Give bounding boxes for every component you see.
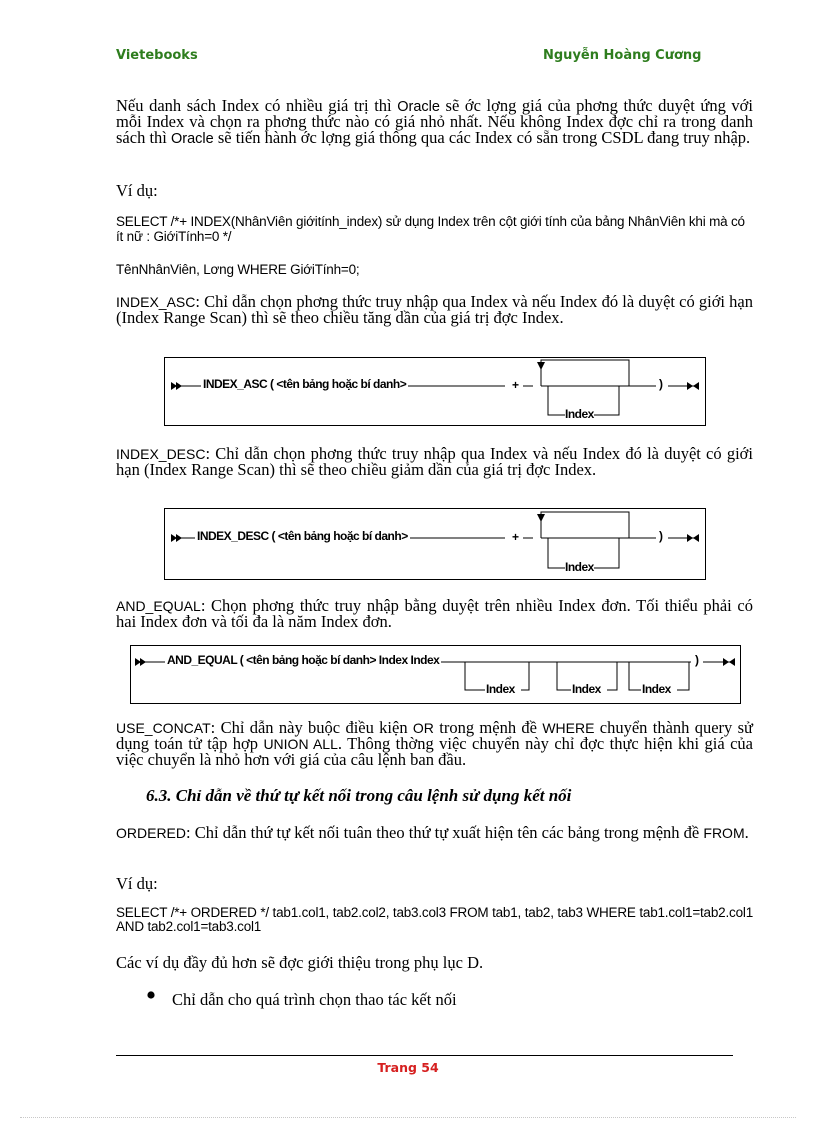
- bullet-icon: [146, 990, 156, 1000]
- code-example-ordered: SELECT /*+ ORDERED */ tab1.col1, tab2.col2, tab3.col3 FROM tab1, tab2, tab3 WHERE tab1.col1=tab2.col1 AND tab2.col1=tab3.col1: [116, 905, 753, 934]
- paragraph-and-equal: [116, 598, 753, 630]
- text: : Chọn phơng thức truy nhập bằng duyệt trên nhiều Index đơn. Tối thiểu phải có hai Index đơn và tối đa là năm Index đơn.: [116, 596, 753, 631]
- diagram-plus: +: [512, 530, 519, 544]
- diagram-index-label: Index: [565, 407, 594, 421]
- diagram-close-paren: ): [659, 529, 663, 543]
- syntax-diagram-index-desc: [164, 508, 706, 580]
- diagram-label: AND_EQUAL ( <tên bảng hoặc bí danh> Index Index: [167, 653, 440, 667]
- keyword-index-desc: INDEX_DESC: [116, 446, 206, 462]
- syntax-diagram-and-equal: [130, 645, 741, 704]
- keyword-ordered: ORDERED: [116, 825, 187, 841]
- text: : Chỉ dẫn thứ tự kết nối tuân theo thứ tự xuất hiện tên các bảng trong mệnh đề: [186, 823, 704, 842]
- code-example-index: SELECT /*+ INDEX(NhânViên giớitính_index) sử dụng Index trên cột giới tính của bảng NhânViên khi mà có ít nữ : GiớiTính=0 */: [116, 214, 745, 244]
- paragraph-index-asc: [116, 294, 753, 326]
- oracle-term: Oracle: [397, 99, 440, 115]
- keyword-index-asc: INDEX_ASC: [116, 294, 196, 310]
- paragraph-index-desc: [116, 446, 753, 478]
- code-example-select: TênNhânViên, Lơng WHERE GiớiTính=0;: [116, 262, 360, 277]
- page-edge: [20, 1117, 796, 1118]
- example-label: Ví dụ:: [116, 874, 158, 893]
- diagram-index-label-2: Index: [572, 682, 601, 696]
- diagram-label: INDEX_ASC ( <tên bảng hoặc bí danh>: [203, 377, 407, 391]
- diagram-plus: +: [512, 378, 519, 392]
- paragraph-use-concat: [116, 720, 753, 768]
- oracle-term: Oracle: [171, 131, 214, 147]
- text: : Chỉ dẫn này buộc điều kiện: [210, 718, 413, 737]
- paragraph-ordered: [116, 825, 753, 841]
- text: trong mệnh đề: [433, 718, 543, 737]
- text: .: [744, 823, 749, 842]
- keyword-or: OR: [412, 720, 434, 736]
- diagram-label: INDEX_DESC ( <tên bảng hoặc bí danh>: [197, 529, 408, 543]
- text: . Thông thờng việc chuyển này chỉ đợc thực hiện khi giá của việc chuyển là nhỏ hơn với giá của câu lệnh ban đầu.: [116, 734, 753, 769]
- diagram-index-label-3: Index: [642, 682, 671, 696]
- diagram-close-paren: ): [659, 377, 663, 391]
- bullet-text: Chỉ dẫn cho quá trình chọn thao tác kết nối: [172, 990, 457, 1009]
- text: sẽ tiến hành ớc lợng giá thông qua các Index có sẵn trong CSDL đang truy nhập.: [213, 128, 751, 147]
- keyword-and-equal: AND_EQUAL: [116, 598, 201, 614]
- keyword-use-concat: USE_CONCAT: [116, 720, 211, 736]
- syntax-diagram-index-asc: [164, 357, 706, 426]
- header-author: Nguyễn Hoàng Cương: [543, 48, 702, 63]
- page-number: Trang 54: [377, 1060, 439, 1075]
- header-title: Vietebooks: [116, 48, 198, 63]
- example-label: Ví dụ:: [116, 181, 158, 200]
- text: chuyển thành query sử dụng toán tử tập hợp: [116, 718, 753, 753]
- section-heading: 6.3. Chỉ dẫn về thứ tự kết nối trong câu lệnh sử dụng kết nối: [146, 786, 572, 805]
- footer-rule: [116, 1055, 733, 1056]
- diagram-close-paren: ): [695, 653, 699, 667]
- paragraph-index-cost: [116, 98, 753, 146]
- paragraph-more-examples: Các ví dụ đầy đủ hơn sẽ đợc giới thiệu trong phụ lục D.: [116, 953, 484, 972]
- text: Nếu danh sách Index có nhiều giá trị thì: [116, 96, 398, 115]
- text: : Chỉ dẫn chọn phơng thức truy nhập qua Index và nếu Index đó là duyệt có giới hạn (Index Range Scan) thì sẽ theo chiều tăng dần của giá trị đợc Index.: [116, 292, 753, 327]
- keyword-from: FROM: [703, 825, 745, 841]
- diagram-lines: [165, 509, 705, 579]
- text: : Chỉ dẫn chọn phơng thức truy nhập qua Index và nếu Index đó là duyệt có giới hạn (Index Range Scan) thì sẽ theo chiều giảm dần của giá trị đợc Index.: [116, 444, 753, 479]
- keyword-where: WHERE: [542, 720, 595, 736]
- text: sẽ ớc lợng giá của phơng thức duyệt ứng với mỗi Index và chọn ra phơng thức nào có giá nhỏ nhất. Nếu không Index đợc chỉ ra trong danh sách thì: [116, 96, 753, 147]
- diagram-index-label: Index: [565, 560, 594, 574]
- keyword-union-all: UNION ALL: [263, 736, 338, 752]
- diagram-lines: [165, 358, 705, 425]
- diagram-index-label-1: Index: [486, 682, 515, 696]
